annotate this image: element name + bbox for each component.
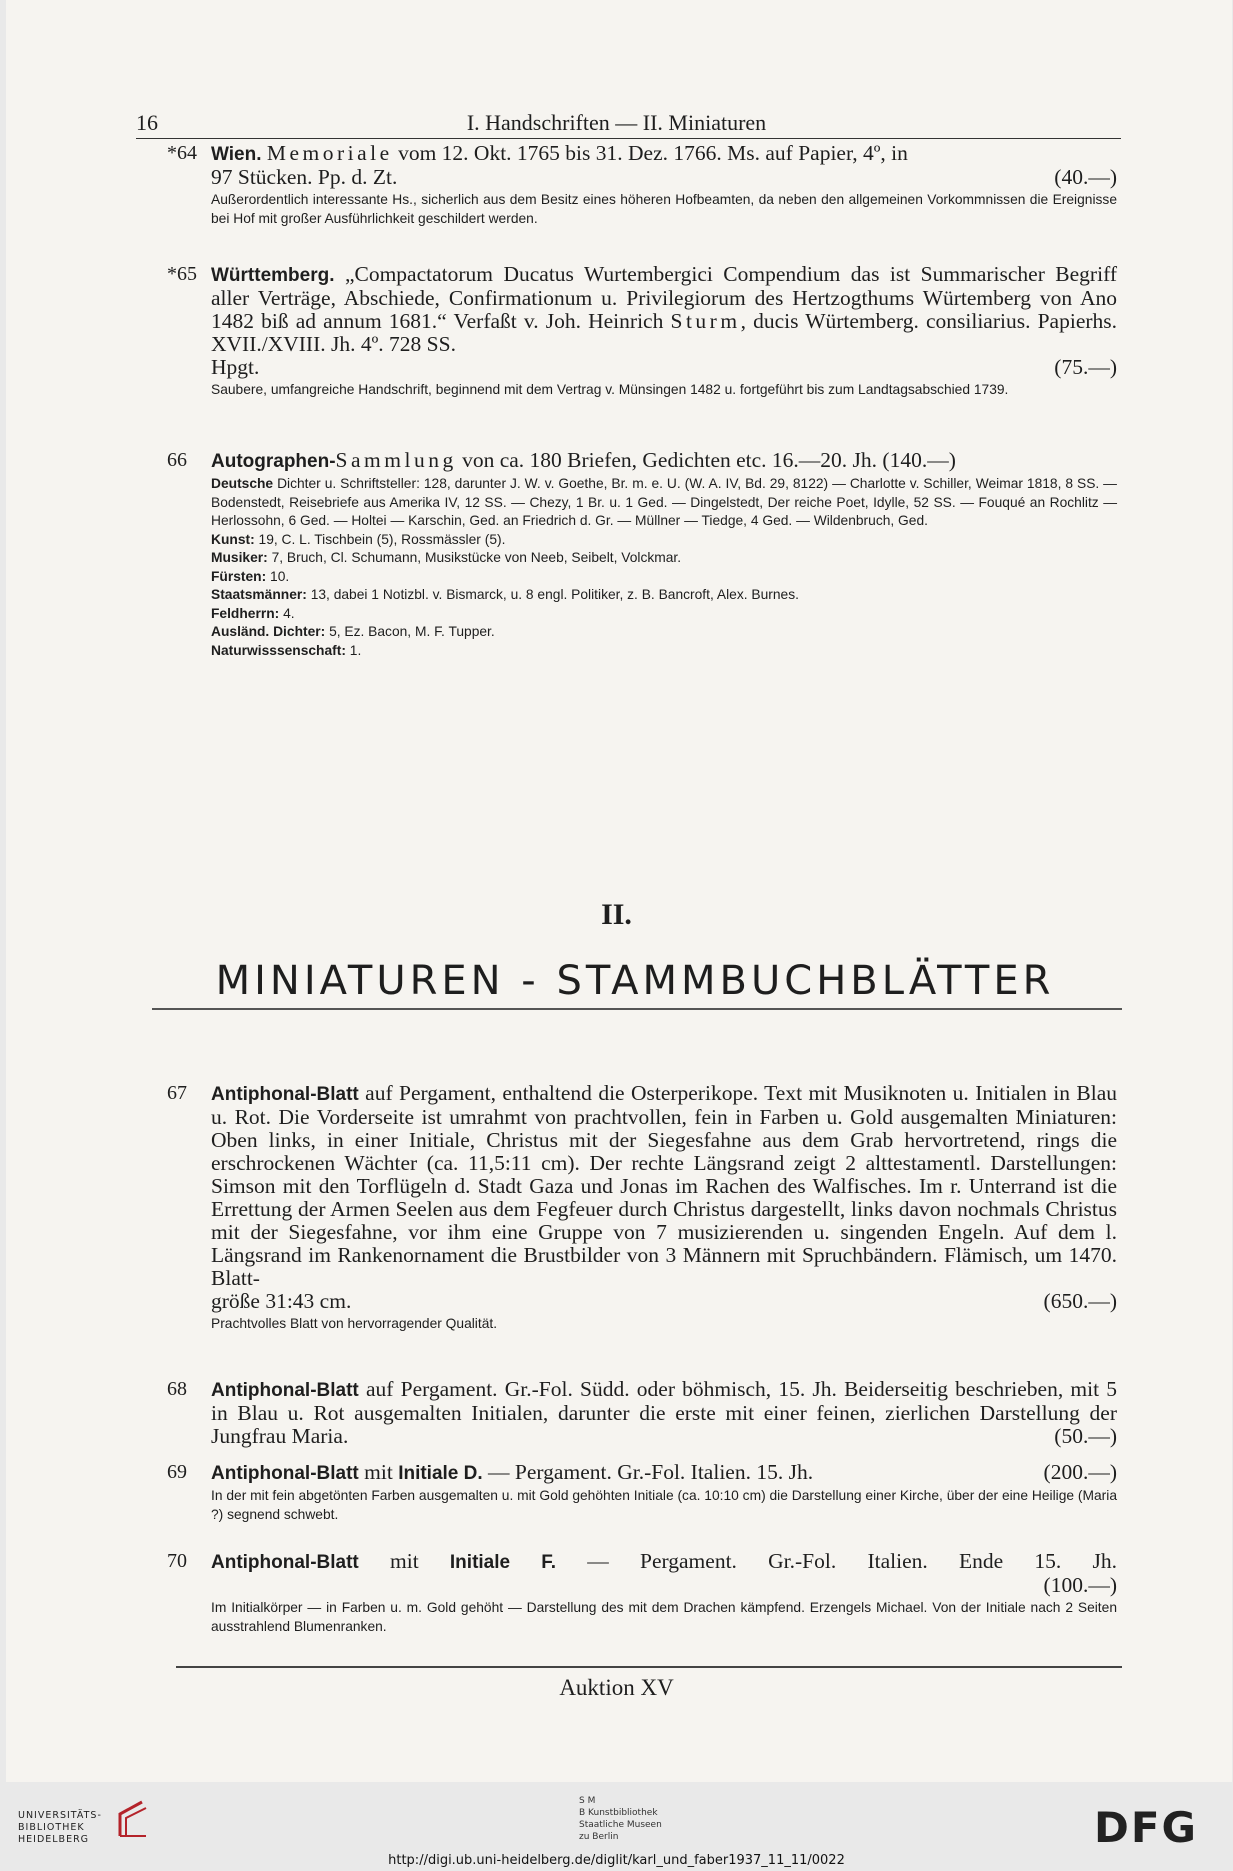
entry-text-part: „Compactatorum Ducatus Wurtembergici Compendium das ist Summarischer Begriff aller Verträge, Abschiede, Confirmationum u. Privilegiorum des Hertzogthums Würtemberg von Ano 1482 biß ad annum 1681.“ Verfaßt v. Joh. Heinrich	[211, 262, 1117, 333]
category-naturwissenschaft	[211, 642, 1117, 661]
entry-number: 70	[167, 1550, 187, 1572]
permalink-url[interactable]: http://digi.ub.uni-heidelberg.de/diglit/karl_und_faber1937_11_11/0022	[388, 1853, 845, 1868]
entry-text-part: , ducis Würtemberg. consiliarius. Papierhs. XVII./XVIII. Jh. 4º. 728 SS.	[211, 309, 1118, 356]
entry-text-part: Hpgt.	[211, 355, 260, 379]
category-feldherrn	[211, 605, 1117, 624]
logo-text-line: Staatliche Museen	[579, 1820, 662, 1830]
entry-text	[211, 263, 1117, 379]
entry-text-part: — Pergament. Gr.-Fol. Italien. Ende 15. Jh.	[587, 1549, 1117, 1573]
category-text: 7, Bruch, Cl. Schumann, Musikstücke von Neeb, Seibelt, Volckmar.	[271, 550, 682, 565]
entry-number: 67	[167, 1082, 187, 1104]
entry-text	[211, 1082, 1117, 1313]
entry-text	[211, 449, 1117, 473]
entry-text-part: mit	[390, 1549, 419, 1573]
entry-lead: Initiale F.	[449, 1552, 557, 1573]
price: (100.—)	[1043, 1573, 1117, 1597]
entry-lead: Antiphonal-Blatt	[211, 1552, 359, 1573]
smb-kunstbibliothek-logo[interactable]	[579, 1795, 662, 1843]
category-label: Feldherrn:	[211, 605, 280, 621]
entry-text	[211, 1461, 1117, 1485]
entry-lead: Autographen-	[211, 451, 336, 472]
entry-66	[167, 448, 1117, 660]
category-text: 10.	[270, 568, 290, 584]
entry-text	[211, 1550, 1117, 1597]
entry-last-line	[211, 1290, 1117, 1313]
section-number: II.	[601, 898, 632, 931]
category-text: 5, Ez. Bacon, M. F. Tupper.	[329, 624, 495, 639]
entry-number: 66	[167, 449, 187, 471]
entry-69	[167, 1460, 1117, 1524]
entry-text-part: vom 12. Okt. 1765 bis 31. Dez. 1766. Ms. auf Papier, 4º, in	[398, 141, 908, 165]
category-label: Ausländ. Dichter:	[211, 624, 326, 639]
entry-last-line	[211, 166, 1117, 189]
dfg-logo[interactable]: DFG	[1094, 1803, 1199, 1852]
price: (650.—)	[1043, 1289, 1117, 1313]
entry-text-part: von ca. 180 Briefen, Gedichten etc. 16.—20. Jh. (140.—)	[462, 448, 956, 472]
entry-lead: Antiphonal-Blatt	[211, 1380, 359, 1401]
entry-text-part: auf Pergament. Gr.-Fol. Südd. oder böhmisch, 15. Jh. Beiderseitig beschrieben, mit 5 in Blau u. Rot ausgemalten Initialen, darunter die erste mit einer feinen, zierlichen Darstellung der Jungfrau Maria.	[211, 1377, 1118, 1448]
entry-number: 68	[167, 1378, 187, 1400]
logo-text-line: S M	[579, 1796, 596, 1806]
price: (75.—)	[1054, 355, 1117, 379]
category-text: 4.	[283, 605, 295, 621]
entry-text-part: mit	[364, 1460, 393, 1484]
entry-lead: Antiphonal-Blatt	[211, 1463, 359, 1484]
category-deutsche	[211, 475, 1117, 531]
category-kunst	[211, 531, 1117, 550]
entry-70	[167, 1549, 1117, 1636]
price: (200.—)	[1043, 1460, 1117, 1484]
entry-lead: Antiphonal-Blatt	[211, 1084, 359, 1105]
category-musiker	[211, 549, 1117, 568]
logo-text-line: BIBLIOTHEK	[18, 1822, 85, 1833]
entry-number: 69	[167, 1461, 187, 1483]
autograph-categories	[211, 475, 1117, 660]
entry-heading	[211, 1550, 1117, 1574]
logo-text-line: B Kunstbibliothek	[579, 1808, 658, 1818]
category-text: Dichter u. Schriftsteller: 128, darunter J. W. v. Goethe, Br. m. e. U. (W. A. IV, Bd. 29, 8122) — Charlotte v. Schiller, Weimar 1818, 8 SS. — Bodenstedt, Reisebriefe aus Amerika IV, 12 SS. — Chezy, 1 Br. u. 1 Ged. — Dingelstedt, Der reiche Poet, Idylle, 52 SS. — Fouqué an Rochlitz — Herlossohn, 6 Ged. — Holtei — Karschin, Ged. an Friedrich d. Gr. — Müllner — Tiedge, 4 Ged. — Wildenbruch, Ged.	[211, 476, 1117, 528]
logo-text-line: zu Berlin	[579, 1832, 619, 1842]
entry-last-line	[211, 356, 1117, 379]
entry-note: Im Initialkörper — in Farben u. m. Gold gehöht — Darstellung des mit dem Drachen kämpfend. Erzengels Michael. Von der Initiale nach 2 Seiten ausstrahlend Blumenranken.	[211, 1600, 1117, 1634]
category-fuersten	[211, 568, 1117, 587]
category-auslaend-dichter	[211, 623, 1117, 642]
category-label: Naturwisssenschaft:	[211, 642, 346, 658]
spaced-text: Sammlung	[335, 448, 457, 472]
entry-note: Außerordentlich interessante Hs., sicherlich aus dem Besitz eines höheren Hofbeamten, da neben den allgemeinen Vorkommnissen die Ereignisse bei Hof mit großer Ausführlichkeit geschildert werden.	[211, 192, 1117, 226]
category-text: 13, dabei 1 Notizbl. v. Bismarck, u. 8 engl. Politiker, z. B. Bancroft, Alex. Burnes.	[310, 587, 799, 602]
footer-rule	[176, 1666, 1122, 1668]
entry-64	[167, 141, 1117, 228]
auction-footer: Auktion XV	[559, 1675, 674, 1700]
entry-note: Saubere, umfangreiche Handschrift, beginnend mit dem Vertrag v. Münsingen 1482 u. fortgeführt bis zum Landtagsabschied 1739.	[211, 382, 1009, 397]
category-label: Staatsmänner:	[211, 587, 307, 602]
entry-68	[167, 1377, 1118, 1448]
entry-text-part: größe 31:43 cm.	[211, 1289, 352, 1313]
entry-text-part: — Pergament. Gr.-Fol. Italien. 15. Jh.	[488, 1460, 814, 1484]
entry-heading	[211, 1461, 813, 1485]
entry-text	[211, 1378, 1117, 1448]
heidelberg-logo-icon	[112, 1796, 152, 1844]
header-rule	[136, 138, 1121, 139]
entry-number: *64	[167, 142, 197, 164]
spaced-text: Sturm	[670, 309, 741, 333]
price: (40.—)	[1054, 165, 1117, 189]
category-staatsmaenner	[211, 586, 1117, 605]
category-label: Kunst:	[211, 531, 255, 547]
page-number: 16	[136, 110, 158, 135]
price: (50.—)	[1054, 1424, 1117, 1448]
entry-lead: Wien.	[211, 144, 262, 165]
university-library-logo-text[interactable]	[18, 1810, 102, 1846]
spaced-text: Memoriale	[266, 141, 393, 165]
entry-lead: Württemberg.	[211, 265, 335, 286]
logo-text-line: UNIVERSITÄTS-	[18, 1810, 102, 1821]
category-text: 19, C. L. Tischbein (5), Rossmässler (5).	[258, 531, 506, 547]
category-text: 1.	[349, 642, 362, 658]
entry-text-part: auf Pergament, enthaltend die Osterperikope. Text mit Musiknoten u. Initialen in Blau u. Rot. Die Vorderseite ist umrahmt von prachtvollen, fein in Farben u. Gold ausgemalten Miniaturen: Oben links, in einer Initiale, Christus mit der Siegesfahne aus dem Grab hervortretend, rings die erschrockenen Wächter (ca. 11,5:11 cm). Der rechte Längsrand zeigt 2 alttestamentl. Darstellungen: Simson mit den Torflügeln d. Stadt Gaza und Jonas im Rachen des Walfisches. Im r. Unterrand ist die Errettung der Armen Seelen aus dem Fegfeuer durch Christus dargestellt, links davon nochmals Christus mit der Siegesfahne, vor ihm eine Gruppe von 7 musizierenden u. singenden Engeln. Auf dem l. Längsrand im Rankenornament die Brustbilder von 3 Männern mit Spruchbändern. Flämisch, um 1470. Blatt-	[211, 1081, 1117, 1290]
entry-text-part: 97 Stücken. Pp. d. Zt.	[211, 165, 398, 189]
entry-note: Prachtvolles Blatt von hervorragender Qualität.	[211, 1316, 498, 1331]
running-title: I. Handschriften — II. Miniaturen	[466, 110, 767, 135]
entry-65	[167, 262, 1118, 400]
section-rule	[152, 1008, 1122, 1010]
entry-number: *65	[167, 263, 197, 285]
category-label: Deutsche	[211, 476, 274, 491]
entry-note: In der mit fein abgetönten Farben ausgemalten u. mit Gold gehöhten Initiale (ca. 10:10 cm) die Darstellung einer Kirche, über der eine Heilige (Maria ?) segnend schwebt.	[211, 1488, 1117, 1522]
entry-lead: Initiale D.	[398, 1463, 483, 1484]
entry-text	[211, 142, 1117, 189]
section-title: MINIATUREN - STAMMBUCHBLÄTTER	[215, 958, 1055, 1004]
entry-67	[167, 1081, 1117, 1334]
category-label: Fürsten:	[211, 568, 267, 584]
category-label: Musiker:	[211, 550, 268, 565]
logo-text-line: HEIDELBERG	[18, 1834, 90, 1845]
